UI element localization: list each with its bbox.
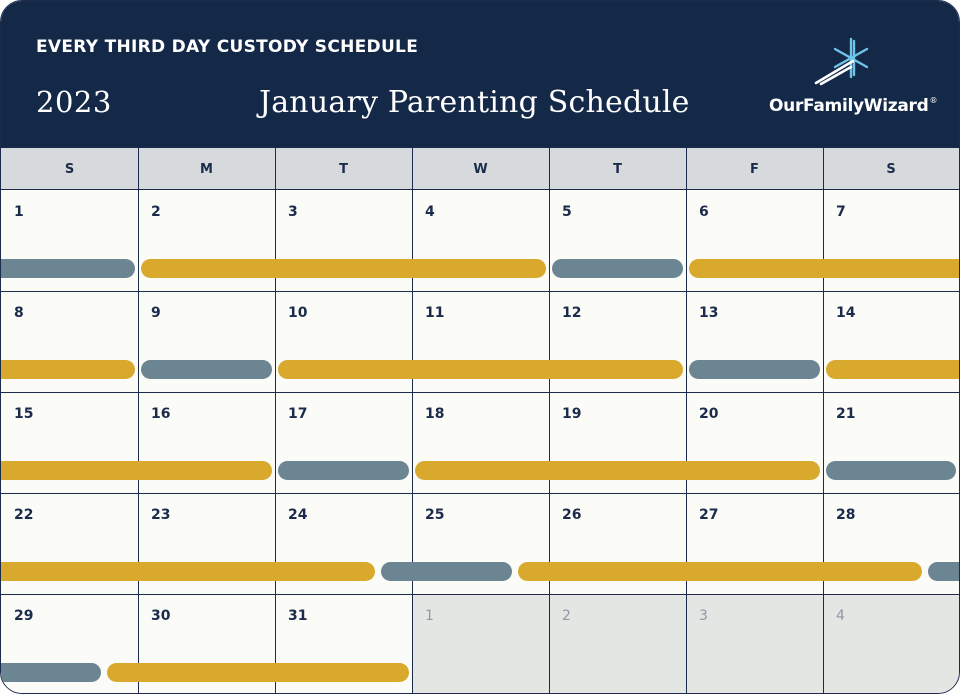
weekday-label: W xyxy=(473,162,488,177)
day-number: 29 xyxy=(14,608,34,624)
custody-bar-parent-b xyxy=(141,259,546,278)
custody-bar-parent-b xyxy=(518,562,922,581)
snowflake-star-icon xyxy=(813,37,879,87)
day-number: 30 xyxy=(151,608,171,624)
day-number: 13 xyxy=(699,305,719,321)
grid-divider xyxy=(275,147,276,190)
custody-bar-parent-a xyxy=(141,360,272,379)
grid-divider xyxy=(1,392,959,393)
day-number: 26 xyxy=(562,507,582,523)
weekday-label: F xyxy=(750,162,759,177)
day-number: 31 xyxy=(288,608,308,624)
day-number: 3 xyxy=(699,608,708,624)
day-number: 3 xyxy=(288,204,298,220)
day-number: 14 xyxy=(836,305,856,321)
day-number: 23 xyxy=(151,507,171,523)
custody-bar-parent-b xyxy=(278,360,683,379)
day-number: 1 xyxy=(425,608,434,624)
registered-mark: ® xyxy=(929,96,938,105)
weekday-label: M xyxy=(200,162,213,177)
custody-bar-parent-a xyxy=(0,259,135,278)
day-number: 2 xyxy=(151,204,161,220)
custody-bar-parent-b xyxy=(0,461,272,480)
day-number: 11 xyxy=(425,305,445,321)
brand-logo xyxy=(769,96,937,116)
day-number: 4 xyxy=(425,204,435,220)
custody-bar-parent-a xyxy=(381,562,512,581)
custody-bar-parent-a xyxy=(928,562,960,581)
weekday-header-row xyxy=(1,147,959,190)
weekday-label: T xyxy=(613,162,622,177)
day-number: 25 xyxy=(425,507,445,523)
day-number: 8 xyxy=(14,305,24,321)
schedule-type-label: EVERY THIRD DAY CUSTODY SCHEDULE xyxy=(36,37,419,57)
brand-name: OurFamilyWizard xyxy=(769,96,929,116)
day-number: 21 xyxy=(836,406,856,422)
day-number: 27 xyxy=(699,507,719,523)
grid-divider xyxy=(549,190,550,693)
weekday-label: S xyxy=(64,162,75,177)
day-number: 12 xyxy=(562,305,582,321)
calendar-day-outside-month[interactable] xyxy=(686,594,823,693)
grid-divider xyxy=(686,147,687,190)
grid-divider xyxy=(1,291,959,292)
custody-bar-parent-a xyxy=(0,663,101,682)
calendar-day-outside-month[interactable] xyxy=(412,594,549,693)
grid-divider xyxy=(549,147,550,190)
day-number: 6 xyxy=(699,204,709,220)
custody-bar-parent-a xyxy=(689,360,820,379)
calendar-day-outside-month[interactable] xyxy=(549,594,686,693)
page-title: January Parenting Schedule xyxy=(259,85,690,120)
day-number: 9 xyxy=(151,305,161,321)
custody-bar-parent-b xyxy=(107,663,409,682)
weekday-label: S xyxy=(886,162,896,177)
grid-divider xyxy=(412,147,413,190)
day-number: 1 xyxy=(14,204,24,220)
day-number: 15 xyxy=(14,406,34,422)
year-label: 2023 xyxy=(36,85,112,119)
day-number: 24 xyxy=(288,507,308,523)
grid-divider xyxy=(686,190,687,693)
grid-divider xyxy=(1,594,959,595)
calendar-grid xyxy=(1,190,959,693)
day-number: 4 xyxy=(836,608,845,624)
day-number: 19 xyxy=(562,406,582,422)
calendar-header xyxy=(1,1,959,147)
grid-divider xyxy=(1,493,959,494)
custody-bar-parent-b xyxy=(0,360,135,379)
day-number: 18 xyxy=(425,406,445,422)
day-number: 10 xyxy=(288,305,308,321)
custody-bar-parent-a xyxy=(278,461,409,480)
grid-divider xyxy=(823,147,824,190)
custody-bar-parent-a xyxy=(826,461,956,480)
calendar-day-outside-month[interactable] xyxy=(823,594,959,693)
day-number: 2 xyxy=(562,608,571,624)
day-number: 16 xyxy=(151,406,171,422)
grid-divider xyxy=(138,147,139,190)
custody-bar-parent-b xyxy=(689,259,960,278)
custody-bar-parent-a xyxy=(552,259,683,278)
custody-bar-parent-b xyxy=(826,360,960,379)
day-number: 28 xyxy=(836,507,856,523)
day-number: 20 xyxy=(699,406,719,422)
day-number: 22 xyxy=(14,507,34,523)
weekday-label: T xyxy=(339,162,348,177)
day-number: 5 xyxy=(562,204,572,220)
day-number: 17 xyxy=(288,406,308,422)
day-number: 7 xyxy=(836,204,846,220)
custody-bar-parent-b xyxy=(0,562,375,581)
custody-bar-parent-b xyxy=(415,461,820,480)
grid-divider xyxy=(138,190,139,693)
